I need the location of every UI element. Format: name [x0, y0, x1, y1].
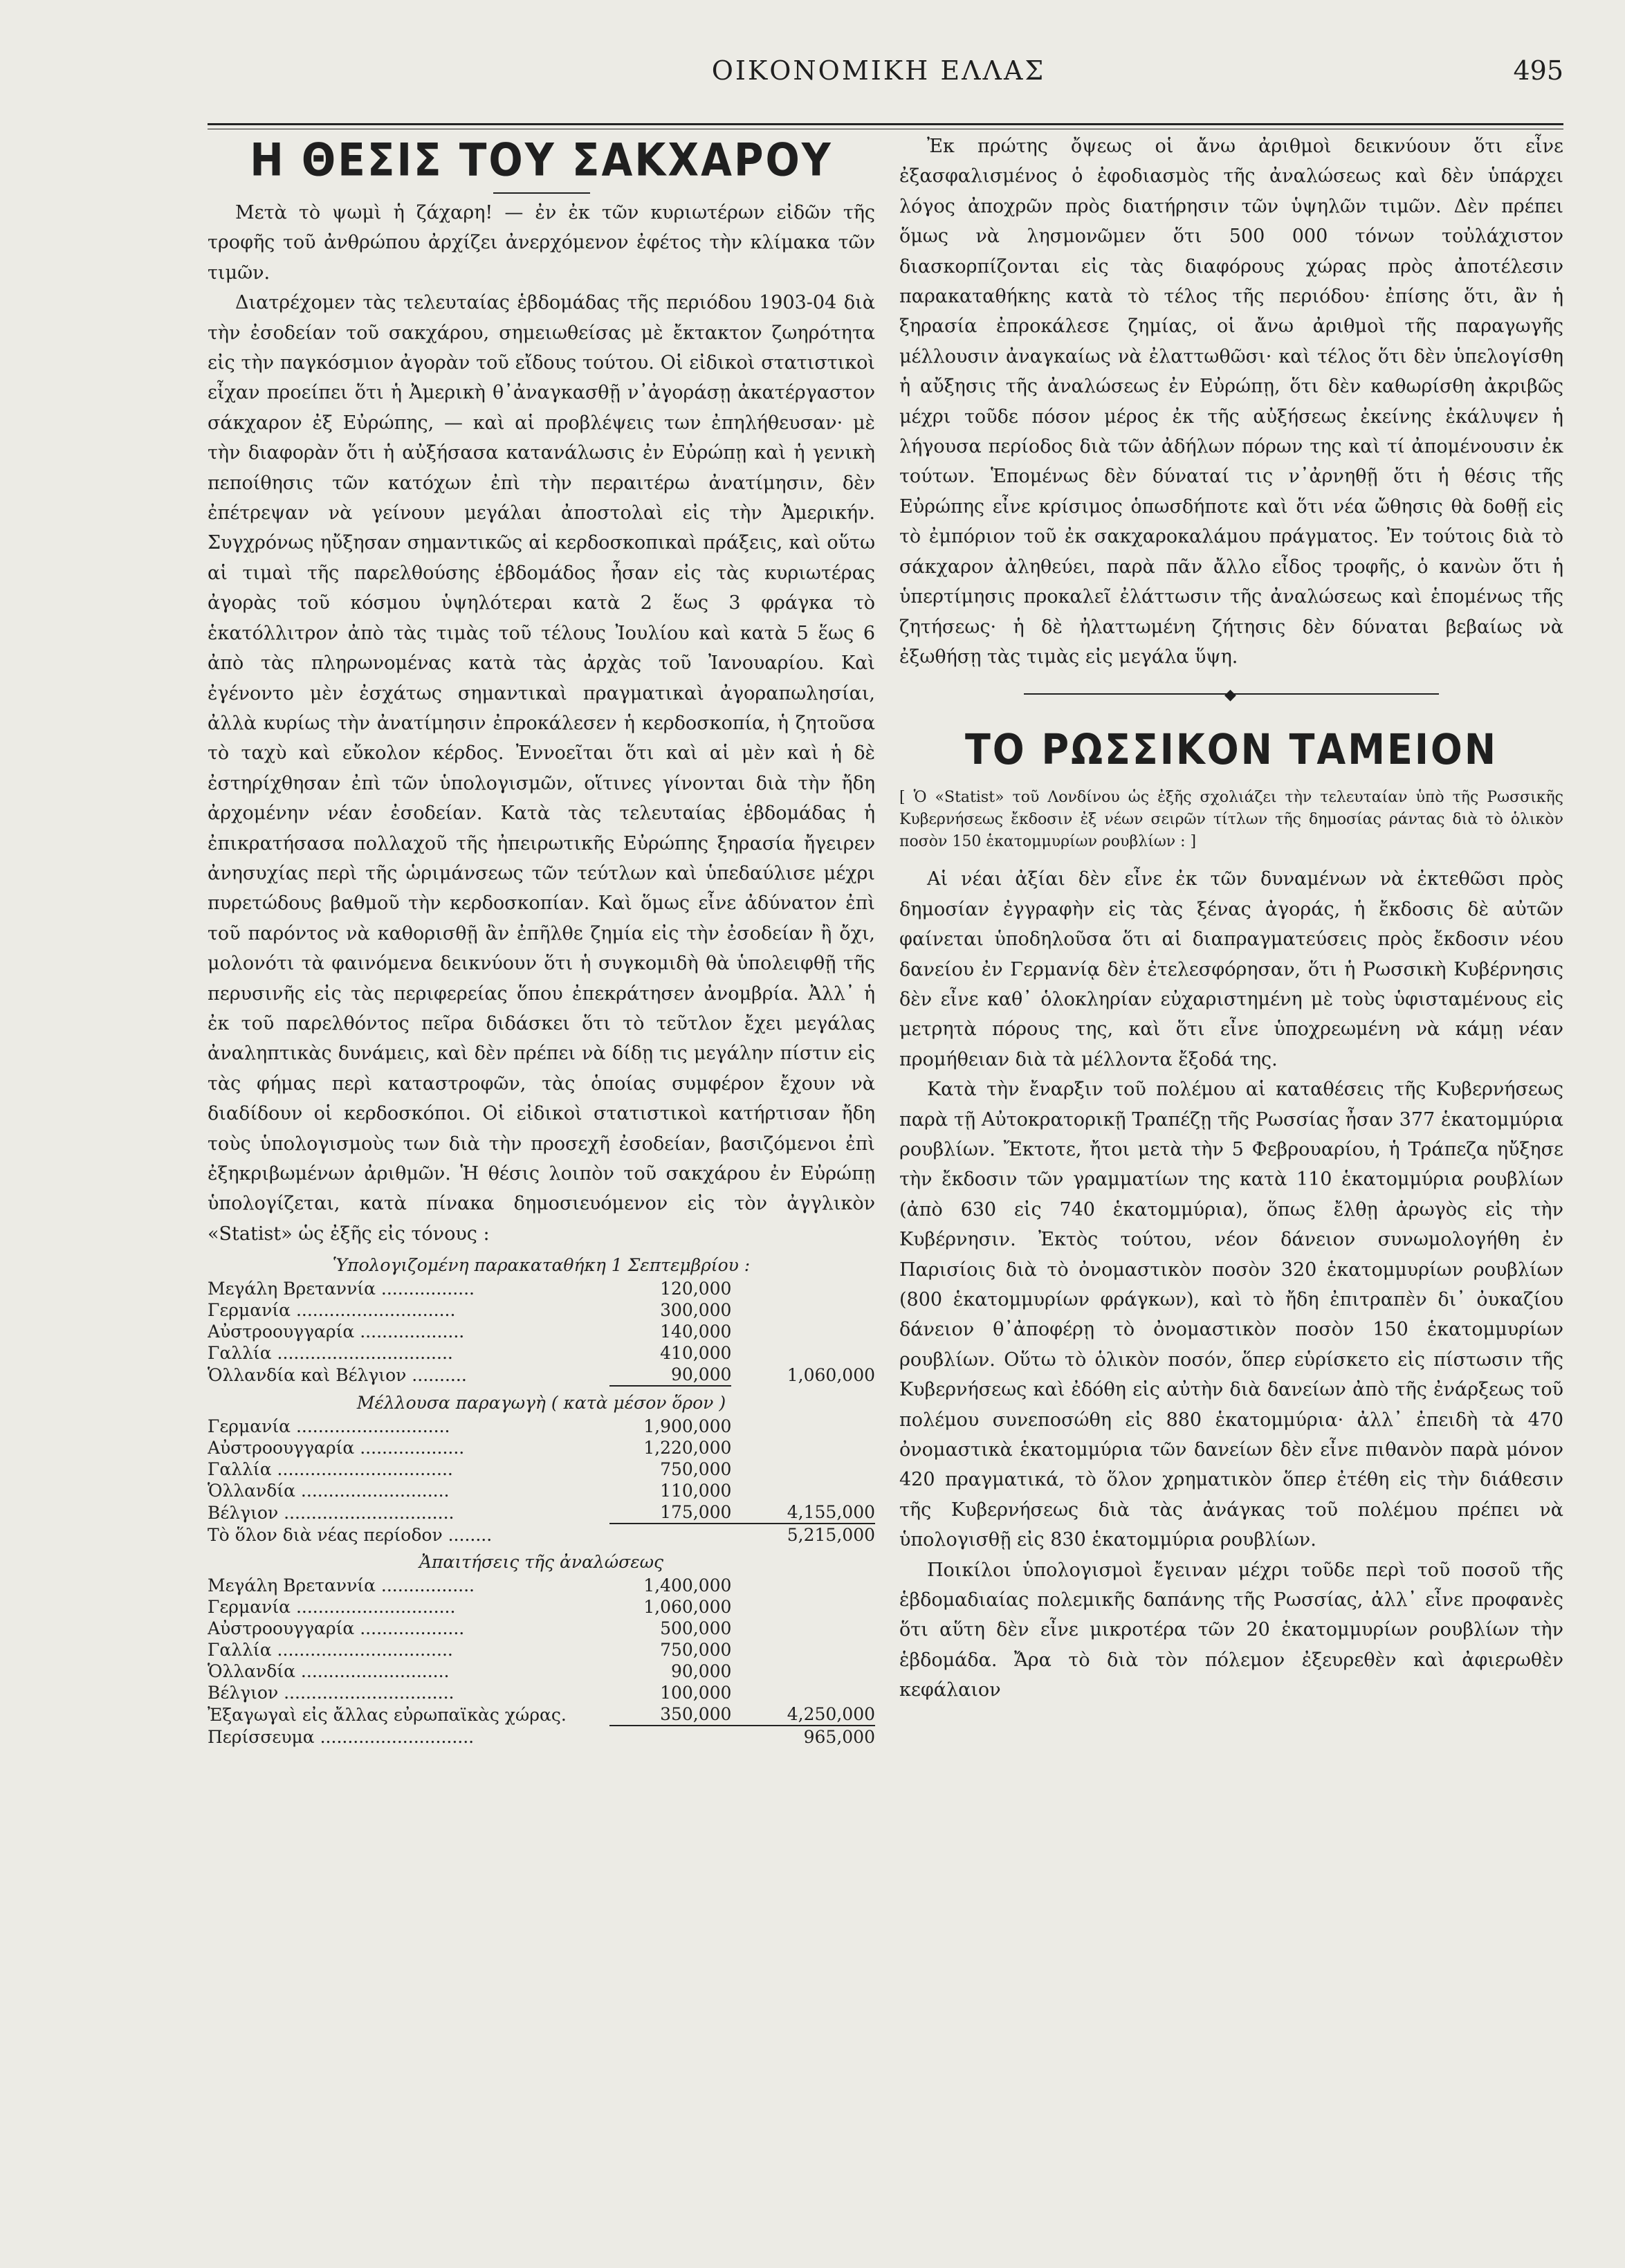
- table-row: [208, 1299, 875, 1321]
- table-caption-production: Μέλλουσα παραγωγὴ ( κατὰ μέσον ὅρον ): [356, 1393, 726, 1414]
- row-total: [731, 1278, 875, 1299]
- row-value: 410,000: [660, 1343, 732, 1364]
- row-label: Μεγάλη Βρεταννία .................: [208, 1575, 475, 1596]
- row-value: 350,000: [609, 1703, 731, 1726]
- row-value: 140,000: [660, 1322, 732, 1342]
- row-label: Αὐστροουγγαρία ...................: [208, 1618, 465, 1639]
- row-label: Γερμανία .............................: [208, 1597, 456, 1618]
- table-row: [208, 1458, 875, 1480]
- production-table: [208, 1416, 875, 1546]
- table-caption-stock: Ὑπολογιζομένη παρακαταθήκη 1 Σεπτεμβρίου :: [332, 1255, 751, 1276]
- row-label: Γερμανία .............................: [208, 1300, 456, 1321]
- row-label: Περίσσευμα ............................: [208, 1727, 475, 1748]
- row-value: 750,000: [660, 1459, 732, 1480]
- right-column: [899, 131, 1563, 1705]
- table-row: [208, 1342, 875, 1364]
- row-label: Τὸ ὅλον διὰ νέας περίοδον ........: [208, 1525, 493, 1546]
- row-value: 90,000: [670, 1661, 732, 1682]
- table-row: [208, 1416, 875, 1437]
- table-row: [208, 1703, 875, 1726]
- row-value: 1,400,000: [643, 1575, 732, 1596]
- row-label: Βέλγιον ...............................: [208, 1683, 455, 1703]
- row-total: 4,250,000: [731, 1703, 875, 1726]
- table-caption-consumption: Ἀπαιτήσεις τῆς ἀναλώσεως: [419, 1552, 664, 1573]
- running-head: [208, 55, 1563, 104]
- row-value: 1,220,000: [643, 1438, 732, 1458]
- row-label: Γαλλία ................................: [208, 1459, 453, 1480]
- table-row: [208, 1639, 875, 1661]
- table-row: [208, 1618, 875, 1639]
- row-total: 5,215,000: [787, 1525, 875, 1546]
- row-label: Γαλλία ................................: [208, 1343, 453, 1364]
- row-value: 175,000: [609, 1501, 731, 1524]
- running-title: ΟΙΚΟΝΟΜΙΚΗ ΕΛΛΑΣ: [711, 55, 1046, 86]
- table-row: [208, 1524, 875, 1546]
- row-total: [731, 1575, 875, 1596]
- table-row: [208, 1661, 875, 1682]
- section-divider: [1024, 686, 1439, 704]
- table-row: [208, 1682, 875, 1703]
- article-paragraph: Αἱ νέαι ἀξίαι δὲν εἶνε ἐκ τῶν δυναμένων νὰ ἐκτεθῶσι πρὸς δημοσίαν ἐγγραφὴν εἰς τὰς ξένας ἀγοράς, ἡ ἔκδοσις δὲ αὐτῶν φαίνεται ὑποδηλοῦσα ὅτι αἱ διαπραγματεύσεις πρὸς ἔκδοσιν νέου δανείου ἐν Γερμανίᾳ δὲν ἐτελεσφόρησαν, ὅτι ἡ Ρωσσικὴ Κυβέρνησις δὲν εἶνε καθ᾽ ὁλοκληρίαν εὐχαριστημένη μὲ τοὺς ὑφισταμένους εἰς μετρητὰ πόρους της, καὶ ὅτι εἶνε ὑποχρεωμένη νὰ κάμῃ νέαν προμήθειαν διὰ τὰ μέλλοντα ἔξοδά της.: [899, 868, 1563, 1070]
- article-title-sugar: Η ΘΕΣΙΣ ΤΟΥ ΣΑΚΧΑΡΟΥ: [250, 133, 833, 187]
- row-label: Βέλγιον ...............................: [208, 1503, 455, 1524]
- table-row: [208, 1364, 875, 1386]
- row-value: 120,000: [660, 1279, 732, 1299]
- row-label: Αὐστροουγγαρία ...................: [208, 1322, 465, 1342]
- article-paragraph: Ἐκ πρώτης ὄψεως οἱ ἄνω ἀριθμοὶ δεικνύουν ὅτι εἶνε ἐξασφαλισμένος ὁ ἐφοδιασμὸς τῆς ἀναλώσεως καὶ δὲν ὑπάρχει λόγος ἀποχρῶν πρὸς διατήρησιν τῶν ὑψηλῶν τιμῶν. Δὲν πρέπει ὅμως νὰ λησμονῶμεν ὅτι 500 000 τόνων τοὐλάχιστον διασκορπίζονται εἰς τὰς διαφόρους χώρας πρὸς ἀποτέλεσιν παρακαταθήκης κατὰ τὸ τέλος τῆς περιόδου· ἐπίσης ὅτι, ἂν ἡ ξηρασία ἐπροκάλεσε ζημίας, οἱ ἄνω ἀριθμοὶ τῆς παραγωγῆς μέλλουσιν ἀναγκαίως νὰ ἐλαττωθῶσι· καὶ τέλος ὅτι δὲν ὑπελογίσθη ἡ αὔξησις τῆς ἀναλώσεως ἐν Εὐρώπῃ, ὅτι δὲν καθωρίσθη ἀκριβῶς μέχρι τοῦδε πόσον μέρος ἐκ τῆς αὐξήσεως ἐκείνης ἐκάλυψεν ἡ λήγουσα περίοδος διὰ τῶν ἀδήλων πόρων της καὶ τί ἀπομένουσιν ἐκ τούτων. Ἑπομένως δὲν δύναταί τις ν᾽ἀρνηθῇ ὅτι ἡ θέσις τῆς Εὐρώπης εἶνε κρίσιμος ὁπωσδήποτε καὶ ὅτι νέα ὤθησις θὰ δοθῇ εἰς τὸ ἐμπόριον τοῦ ἐκ σακχαροκαλάμου πράγματος. Ἐν τούτοις διὰ τὸ σάκχαρον ἀληθεύει, παρὰ πᾶν ἄλλο εἶδος τροφῆς, ὁ κανὼν ὅτι ἡ ὑπερτίμησις προκαλεῖ ἐλάττωσιν τῆς ἀναλώσεως καὶ ἑπομένως τῆς ζητήσεως· ἡ δὲ ἠλαττωμένη ζήτησις δὲν δύναται βεβαίως νὰ ἐξωθήσῃ τὰς τιμὰς εἰς μεγάλα ὕψη.: [899, 136, 1563, 668]
- row-value: 100,000: [660, 1683, 732, 1703]
- row-label: Αὐστροουγγαρία ...................: [208, 1438, 465, 1458]
- table-row: [208, 1480, 875, 1501]
- row-total: [731, 1342, 875, 1364]
- article-paragraph: Μετὰ τὸ ψωμὶ ἡ ζάχαρη! — ἐν ἐκ τῶν κυριωτέρων εἰδῶν τῆς τροφῆς τοῦ ἀνθρώπου ἀρχίζει ἀνερχόμενον ἐφέτος τὴν κλίμακα τῶν τιμῶν.: [208, 202, 875, 284]
- row-total: 965,000: [803, 1727, 875, 1748]
- row-value: [609, 1726, 731, 1748]
- row-label: Μεγάλη Βρεταννία .................: [208, 1279, 475, 1299]
- row-total: [731, 1661, 875, 1682]
- row-value: 750,000: [660, 1640, 732, 1661]
- table-row: [208, 1726, 875, 1748]
- table-row: [208, 1278, 875, 1299]
- row-total: [731, 1682, 875, 1703]
- row-total: [731, 1596, 875, 1618]
- table-row: [208, 1596, 875, 1618]
- divider-ornament-icon: ◆: [1224, 686, 1236, 704]
- table-row: [208, 1501, 875, 1524]
- row-label: Γαλλία ................................: [208, 1640, 453, 1661]
- editorial-note: [ Ὁ «Statist» τοῦ Λονδίνου ὡς ἐξῆς σχολιάζει τὴν τελευταίαν ὑπὸ τῆς Ρωσσικῆς Κυβερνήσεως ἔκδοσιν ἐξ νέων σειρῶν τίτλων τῆς δημοσίας ράντας διὰ τὸ ὁλικὸν ποσὸν 150 ἑκατομμυρίων ρουβλίων : ]: [899, 789, 1563, 851]
- row-total: 1,060,000: [787, 1365, 875, 1386]
- row-value: 90,000: [609, 1364, 731, 1386]
- article-paragraph: Διατρέχομεν τὰς τελευταίας ἑβδομάδας τῆς περιόδου 1903-04 διὰ τὴν ἐσοδείαν τοῦ σακχάρου, σημειωθείσας μὲ ἔκτακτον ζωηρότητα εἰς τὴν παγκόσμιον ἀγορὰν τοῦ εἴδους τούτου. Οἱ εἰδικοὶ στατιστικοὶ εἶχαν προείπει ὅτι ἡ Ἀμερικὴ θ᾽ἀναγκασθῇ ν᾽ἀγοράσῃ ἀκατέργαστον σάκχαρον ἐξ Εὐρώπης, — καὶ αἱ προβλέψεις των ἐπηλήθευσαν· μὲ τὴν διαφορὰν ὅτι ἡ αὐξήσασα κατανάλωσις ἐν Εὐρώπῃ καὶ ἡ γενικὴ πεποίθησις τῶν κατόχων ἐπὶ τὴν περαιτέρω ἀνατίμησιν, δὲν ἐπέτρεψαν νὰ γείνουν μεγάλαι ἀποστολαὶ εἰς τὴν Ἀμερικήν. Συγχρόνως ηὔξησαν σημαντικῶς αἱ κερδοσκοπικαὶ πράξεις, καὶ οὕτω αἱ τιμαὶ τῆς παρελθούσης ἑβδομάδος ἦσαν εἰς τὰς κυριωτέρας ἀγορὰς τοῦ κόσμου ὑψηλότεραι κατὰ 2 ἕως 3 φράγκα τὸ ἑκατόλλιτρον ἀπὸ τὰς τιμὰς τοῦ τέλους Ἰουλίου καὶ κατὰ 5 ἕως 6 ἀπὸ τὰς πληρωνομένας κατὰ τὰς ἀρχὰς τοῦ Ἰανουαρίου. Καὶ ἐγένοντο μὲν ἐσχάτως σημαντικαὶ πραγματικαὶ ἀγοραπωλησίαι, ἀλλὰ κυρίως τὴν ἀνατίμησιν ἐπροκάλεσεν ἡ κερδοσκοπία, ἡ ζητοῦσα τὸ ταχὺ καὶ εὔκολον κέρδος. Ἐννοεῖται ὅτι καὶ αἱ μὲν καὶ ἡ δὲ ἐστηρίχθησαν ἐπὶ τῶν ὑπολογισμῶν, οἵτινες γίνονται διὰ τὴν ἤδη ἀρχομένην νέαν ἐσοδείαν. Κατὰ τὰς τελευταίας ἑβδομάδας ἡ ἐπικρατήσασα πολλαχοῦ τῆς ἠπειρωτικῆς Εὐρώπης ξηρασία ἤγειρεν ἀνησυχίας περὶ τῆς ὡριμάνσεως τῶν τεύτλων καὶ ὑπεδαύλισε μέχρι πυρετώδους βαθμοῦ τὴν κερδοσκοπίαν. Καὶ ὅμως εἶνε ἀδύνατον ἐπὶ τοῦ παρόντος νὰ καθορισθῇ ἂν ἐπῆλθε ζημία εἰς τὴν ἐσοδείαν ἢ ὄχι, μολονότι τὰ φαινόμενα δεικνύουν ὅτι ἡ συγκομιδὴ θὰ ὑπολειφθῇ τῆς περυσινῆς εἰς τὰς περιφερείας ὅπου ἐπεκράτησεν ἀνομβρία. Ἀλλ᾽ ἡ ἐκ τοῦ παρελθόντος πεῖρα διδάσκει ὅτι τὸ τεῦτλον ἔχει μεγάλας ἀναληπτικὰς δυνάμεις, καὶ δὲν πρέπει νὰ δίδῃ τις μεγάλην πίστιν εἰς τὰς φήμας περὶ καταστροφῶν, τὰς ὁποίας συμφέρον ἔχουν νὰ διαδίδουν οἱ κερδοσκόποι. Οἱ εἰδικοὶ στατιστικοὶ κατήρτισαν ἤδη τοὺς ὑπολογισμοὺς των διὰ τὴν προσεχῆ ἐσοδείαν, βασιζόμενοι ἐπὶ ἐξηκριβωμένων ἀριθμῶν. Ἡ θέσις λοιπὸν τοῦ σακχάρου ἐν Εὐρώπῃ ὑπολογίζεται, κατὰ πίνακα δημοσιευόμενον εἰς τὸν ἀγγλικὸν «Statist» ὡς ἐξῆς εἰς τόνους :: [208, 292, 875, 1245]
- row-total: [731, 1618, 875, 1639]
- article-title-russian-treasury: ΤΟ ΡΩΣΣΙΚΟΝ ΤΑΜΕΙΟΝ: [964, 725, 1498, 775]
- row-value: [609, 1524, 731, 1546]
- journal-page: [208, 42, 1563, 2249]
- row-total: [731, 1321, 875, 1342]
- row-label: Ὁλλανδία ...........................: [208, 1661, 450, 1682]
- row-total: [731, 1639, 875, 1661]
- title-rule: [493, 192, 590, 194]
- row-total: [731, 1416, 875, 1437]
- table-row: [208, 1437, 875, 1458]
- row-label: Ἐξαγωγαὶ εἰς ἄλλας εὐρωπαϊκὰς χώρας.: [208, 1705, 567, 1726]
- article-paragraph: Ποικίλοι ὑπολογισμοὶ ἔγειναν μέχρι τοῦδε περὶ τοῦ ποσοῦ τῆς ἑβδομαδιαίας πολεμικῆς δαπάνης τῆς Ρωσσίας, ἀλλ᾽ εἶνε προφανὲς ὅτι αὕτη δὲν εἶνε μικροτέρα τῶν 20 ἑκατομμυρίων ρουβλίων τὴν ἑβδομάδα. Ἄρα τὸ διὰ τὸν πόλεμον ἐξευρεθὲν καὶ ἀφιερωθὲν κεφάλαιον: [899, 1559, 1563, 1701]
- consumption-table: [208, 1575, 875, 1748]
- row-label: Γερμανία ............................: [208, 1416, 450, 1437]
- row-value: 300,000: [660, 1300, 732, 1321]
- row-value: 1,900,000: [643, 1416, 732, 1437]
- left-column: [208, 131, 875, 1748]
- stock-table: [208, 1278, 875, 1387]
- row-value: 500,000: [660, 1618, 732, 1639]
- table-row: [208, 1575, 875, 1596]
- row-total: [731, 1437, 875, 1458]
- row-total: 4,155,000: [731, 1501, 875, 1524]
- article-paragraph: Κατὰ τὴν ἔναρξιν τοῦ πολέμου αἱ καταθέσεις τῆς Κυβερνήσεως παρὰ τῇ Αὐτοκρατορικῇ Τραπέζῃ τῆς Ρωσσίας ἦσαν 377 ἑκατομμύρια ρουβλίων. Ἔκτοτε, ἤτοι μετὰ τὴν 5 Φεβρουαρίου, ἡ Τράπεζα ηὔξησε τὴν ἔκδοσιν τῶν γραμματίων της κατὰ 110 ἑκατομμύρια ρουβλίων (ἀπὸ 630 εἰς 740 ἑκατομμύρια), ὅπως ἔλθῃ ἀρωγὸς εἰς τὴν Κυβέρνησιν. Ἐκτὸς τούτου, νέον δάνειον συνωμολογήθη ἐν Παρισίοις διὰ τὸ ὀνομαστικὸν ποσὸν 320 ἑκατομμυρίων ρουβλίων (800 ἑκατομμυρίων φράγκων), καὶ τὸ ἤδη ἐπιτραπὲν δι᾽ ὀυκαζίου δάνειον θ᾽ἀποφέρῃ τὸ ὀνομαστικὸν ποσὸν 150 ἑκατομμυρίων ρουβλίων. Οὕτω τὸ ὁλικὸν ποσόν, ὅπερ εὑρίσκετο εἰς πίστωσιν τῆς Κυβερνήσεως καὶ ἐδόθη εἰς αὐτὴν διὰ δανείων ἀπὸ τῆς ἐνάρξεως τοῦ πολέμου συνεποσώθη εἰς 880 ἑκατομμύρια· ἀλλ᾽ ἐπειδὴ τὰ 470 ὀνομαστικὰ ἑκατομμύρια τῶν δανείων δὲν εἶνε πιθανὸν παρὰ μόνον 420 πραγματικά, τὸ ὅλον χρηματικὸν ὅπερ ἐτέθη εἰς τὴν διάθεσιν τῆς Κυβερνήσεως διὰ τὰς ἀνάγκας τοῦ πολέμου πρέπει νὰ ὑπολογισθῇ εἰς 830 ἑκατομμύρια ρουβλίων.: [899, 1079, 1563, 1551]
- row-total: [731, 1458, 875, 1480]
- row-label: Ὁλλανδία ...........................: [208, 1481, 450, 1501]
- page-number: 495: [1513, 55, 1563, 86]
- row-total: [731, 1299, 875, 1321]
- table-row: [208, 1321, 875, 1342]
- row-value: 110,000: [660, 1481, 732, 1501]
- row-label: Ὁλλανδία καὶ Βέλγιον ..........: [208, 1365, 467, 1386]
- row-value: 1,060,000: [643, 1597, 732, 1618]
- row-total: [731, 1480, 875, 1501]
